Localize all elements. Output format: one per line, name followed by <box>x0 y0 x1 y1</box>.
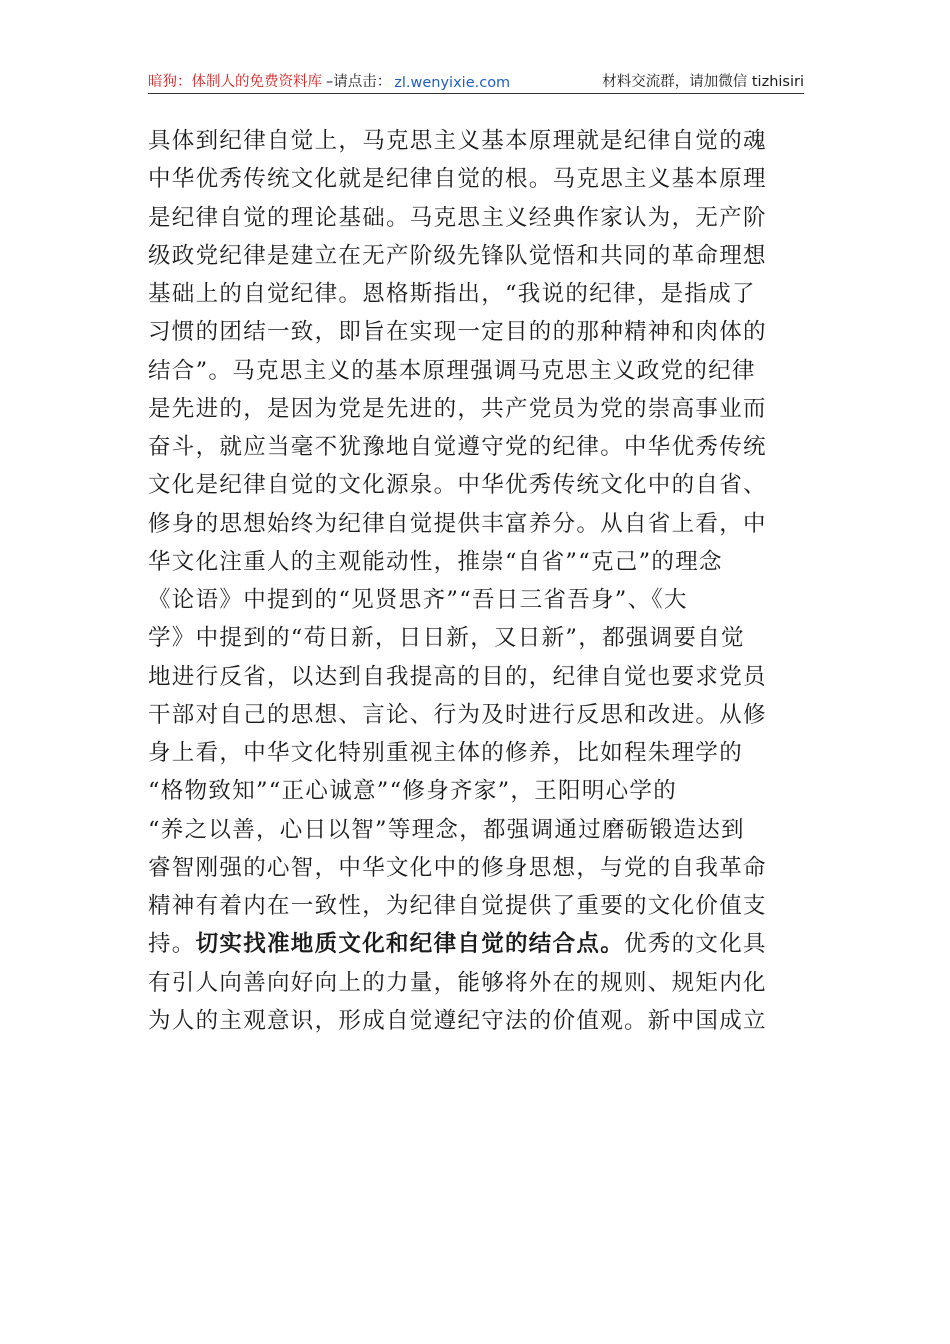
page-header <box>148 66 804 94</box>
document-body <box>148 122 808 1040</box>
text-line: 是纪律自觉的理论基础。马克思主义经典作家认为，无产阶 <box>148 204 767 231</box>
text-line: 为人的主观意识，形成自觉遵纪守法的价值观。新中国成立 <box>148 1007 767 1034</box>
header-site-name: 暗狗：体制人的免费资料库 <box>148 74 322 90</box>
text-line: “格物致知”“正心诚意”“修身齐家”，王阳明心学的 <box>148 778 678 805</box>
header-prompt: –请点击： <box>326 74 392 90</box>
text-line: 《论语》中提到的“见贤思齐”“吾日三省吾身”、《大 <box>148 587 688 613</box>
text-line: 精神有着内在一致性，为纪律自觉提供了重要的文化价值支 <box>148 893 767 919</box>
text-segment: 优秀的文化具 <box>624 931 767 958</box>
text-line: 文化是纪律自觉的文化源泉。中华优秀传统文化中的自省、 <box>148 472 767 499</box>
text-line: 级政党纪律是建立在无产阶级先锋队觉悟和共同的革命理想 <box>148 242 767 269</box>
header-wechat-note: 材料交流群，请加微信 tizhisiri <box>602 74 804 90</box>
text-line: 基础上的自觉纪律。恩格斯指出，“我说的纪律，是指成了 <box>148 281 756 307</box>
header-link[interactable]: zl.wenyixie.com <box>394 75 511 91</box>
text-line: 修身的思想始终为纪律自觉提供丰富养分。从自省上看，中 <box>148 510 767 537</box>
text-segment: 持。 <box>148 931 196 958</box>
text-line: 是先进的，是因为党是先进的，共产党员为党的崇高事业而 <box>148 395 767 422</box>
text-line: 学》中提到的“苟日新，日日新，又日新”，都强调要自觉 <box>148 625 745 652</box>
text-line: 睿智刚强的心智，中华文化中的修身思想，与党的自我革命 <box>148 854 767 881</box>
text-line: 结合”。马克思主义的基本原理强调马克思主义政党的纪律 <box>148 357 756 384</box>
text-line-with-heading <box>148 925 808 963</box>
text-line: 华文化注重人的主观能动性，推崇“自省”“克己”的理念 <box>148 548 723 575</box>
text-line: 干部对自己的思想、言论、行为及时进行反思和改进。从修 <box>148 701 767 728</box>
text-line: 中华优秀传统文化就是纪律自觉的根。马克思主义基本原理 <box>148 166 767 193</box>
text-line: 地进行反省，以达到自我提高的目的，纪律自觉也要求党员 <box>148 663 767 690</box>
text-line: 有引人向善向好向上的力量，能够将外在的规则、规矩内化 <box>148 969 767 996</box>
bold-subheading: 切实找准地质文化和纪律自觉的结合点。 <box>195 931 625 958</box>
text-line: 奋斗，就应当毫不犹豫地自觉遵守党的纪律。中华优秀传统 <box>148 434 767 460</box>
text-line: 习惯的团结一致，即旨在实现一定目的的那种精神和肉体的 <box>148 319 767 346</box>
text-line: “养之以善，心日以智”等理念，都强调通过磨砺锻造达到 <box>148 816 745 843</box>
text-line: 身上看，中华文化特别重视主体的修养，比如程朱理学的 <box>148 740 744 766</box>
text-line: 具体到纪律自觉上，马克思主义基本原理就是纪律自觉的魂 <box>148 128 767 154</box>
